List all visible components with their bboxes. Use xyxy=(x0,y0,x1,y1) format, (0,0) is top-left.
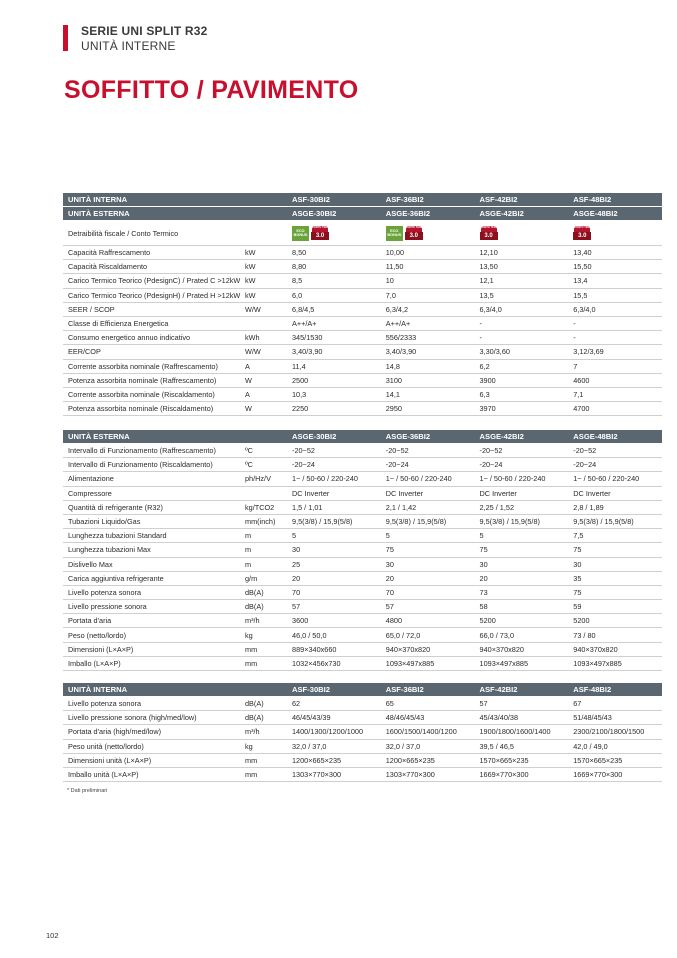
row-label: Capacità Raffrescamento xyxy=(63,246,243,260)
table-row xyxy=(63,359,662,373)
table-row xyxy=(63,260,662,274)
value-cell: 8,80 xyxy=(287,260,381,274)
row-label: Livello pressione sonora xyxy=(63,600,243,614)
row-unit: dB(A) xyxy=(243,697,287,711)
value-cell: 3100 xyxy=(381,373,475,387)
value-cell: 65,0 / 72,0 xyxy=(381,628,475,642)
model-cell: ASF-42BI2 xyxy=(475,683,569,697)
value-cell: 20 xyxy=(287,571,381,585)
series-subtitle: UNITÀ INTERNE xyxy=(81,39,176,53)
value-cell: DC Inverter xyxy=(568,486,662,500)
row-label: Capacità Riscaldamento xyxy=(63,260,243,274)
value-cell: 66,0 / 73,0 xyxy=(475,628,569,642)
row-label: Intervallo di Funzionamento (Raffrescamento) xyxy=(63,444,243,458)
badge-cell xyxy=(287,221,381,246)
value-cell: 6,3/4,0 xyxy=(568,302,662,316)
value-cell: 20 xyxy=(381,571,475,585)
value-cell: 8,50 xyxy=(287,246,381,260)
row-label: Lunghezza tubazioni Max xyxy=(63,543,243,557)
value-cell: 15,5 xyxy=(568,288,662,302)
table-row xyxy=(63,753,662,767)
value-cell: 20 xyxy=(475,571,569,585)
row-label: Portata d'aria (high/med/low) xyxy=(63,725,243,739)
header-label: UNITÀ INTERNA xyxy=(63,683,287,697)
value-cell: 10 xyxy=(381,274,475,288)
conto-termico-badge xyxy=(405,225,428,241)
row-label: Imballo (L×A×P) xyxy=(63,656,243,670)
value-cell: 1093×497x885 xyxy=(568,656,662,670)
value-cell: 1600/1500/1400/1200 xyxy=(381,725,475,739)
eco-badge-text: BONUS xyxy=(293,233,308,237)
model-cell: ASGE-36BI2 xyxy=(381,430,475,444)
value-cell: 5200 xyxy=(568,614,662,628)
model-cell: ASF-42BI2 xyxy=(475,193,569,207)
model-cell: ASF-36BI2 xyxy=(381,193,475,207)
value-cell: 14,8 xyxy=(381,359,475,373)
value-cell: 30 xyxy=(568,557,662,571)
table-row xyxy=(63,302,662,316)
table-row xyxy=(63,472,662,486)
value-cell: 48/46/45/43 xyxy=(381,711,475,725)
value-cell: -20~24 xyxy=(287,458,381,472)
table-row xyxy=(63,373,662,387)
table-row xyxy=(63,387,662,401)
badge-cell xyxy=(381,221,475,246)
value-cell: 3,40/3,90 xyxy=(287,345,381,359)
conto-badge-version: 3.0 xyxy=(573,232,591,240)
value-cell: DC Inverter xyxy=(287,486,381,500)
conto-badge-text: CONTO TERMICO xyxy=(406,226,422,232)
value-cell: 13,50 xyxy=(475,260,569,274)
conto-termico-badge xyxy=(480,225,503,241)
row-label: Dimensioni unità (L×A×P) xyxy=(63,753,243,767)
table2-body xyxy=(63,444,662,671)
spec-table-indoor xyxy=(63,683,662,782)
row-unit: m xyxy=(243,557,287,571)
table-row xyxy=(63,600,662,614)
value-cell: 940×370x820 xyxy=(381,642,475,656)
table-header-row xyxy=(63,430,662,444)
spec-table-outdoor xyxy=(63,430,662,671)
row-label: Livello pressione sonora (high/med/low) xyxy=(63,711,243,725)
value-cell: 30 xyxy=(381,557,475,571)
table-row xyxy=(63,656,662,670)
value-cell: 3970 xyxy=(475,402,569,416)
row-unit: kg xyxy=(243,739,287,753)
value-cell: 1~ / 50-60 / 220-240 xyxy=(287,472,381,486)
row-label: Intervallo di Funzionamento (Riscaldamento) xyxy=(63,458,243,472)
model-cell: ASF-48BI2 xyxy=(568,683,662,697)
table-row xyxy=(63,628,662,642)
value-cell: 13,40 xyxy=(568,246,662,260)
value-cell: 1669×770×300 xyxy=(568,767,662,781)
value-cell: 3600 xyxy=(287,614,381,628)
value-cell: 75 xyxy=(381,543,475,557)
value-cell: 45/43/40/38 xyxy=(475,711,569,725)
value-cell: 5 xyxy=(475,529,569,543)
value-cell: 6,3/4,0 xyxy=(475,302,569,316)
row-label: Peso (netto/lordo) xyxy=(63,628,243,642)
table-row xyxy=(63,725,662,739)
value-cell: 15,50 xyxy=(568,260,662,274)
row-unit: dB(A) xyxy=(243,711,287,725)
value-cell: 940×370x820 xyxy=(475,642,569,656)
row-unit xyxy=(243,486,287,500)
table-row xyxy=(63,246,662,260)
table-row xyxy=(63,585,662,599)
eco-bonus-badge xyxy=(386,226,403,241)
row-label: Dimensioni (L×A×P) xyxy=(63,642,243,656)
row-unit: kWh xyxy=(243,331,287,345)
row-label: Potenza assorbita nominale (Raffrescamento) xyxy=(63,373,243,387)
row-label: Portata d'aria xyxy=(63,614,243,628)
value-cell: 5 xyxy=(381,529,475,543)
row-label: Peso unità (netto/lordo) xyxy=(63,739,243,753)
value-cell: 2300/2100/1800/1500 xyxy=(568,725,662,739)
value-cell: 556/2333 xyxy=(381,331,475,345)
value-cell: 1570×665×235 xyxy=(568,753,662,767)
row-unit: m³/h xyxy=(243,614,287,628)
row-label: Imballo unità (L×A×P) xyxy=(63,767,243,781)
value-cell: 11,50 xyxy=(381,260,475,274)
value-cell: 59 xyxy=(568,600,662,614)
value-cell: 6,8/4,5 xyxy=(287,302,381,316)
value-cell: 57 xyxy=(475,697,569,711)
value-cell: -20~24 xyxy=(381,458,475,472)
table-row xyxy=(63,642,662,656)
row-label: Carico Termico Teorico (PdesignC) / Prated C >12kW xyxy=(63,274,243,288)
value-cell: 32,0 / 37,0 xyxy=(381,739,475,753)
page-title: SOFFITTO / PAVIMENTO xyxy=(64,76,359,104)
value-cell: 3900 xyxy=(475,373,569,387)
table-row xyxy=(63,571,662,585)
conto-termico-badge xyxy=(311,225,334,241)
value-cell: 2,25 / 1,52 xyxy=(475,500,569,514)
value-cell: -20~52 xyxy=(381,444,475,458)
row-unit: g/m xyxy=(243,571,287,585)
value-cell: 57 xyxy=(287,600,381,614)
value-cell: 62 xyxy=(287,697,381,711)
row-unit: kW xyxy=(243,288,287,302)
row-unit xyxy=(243,316,287,330)
value-cell: 12,10 xyxy=(475,246,569,260)
row-unit: W/W xyxy=(243,302,287,316)
row-unit: A xyxy=(243,387,287,401)
row-label: SEER / SCOP xyxy=(63,302,243,316)
row-unit: W/W xyxy=(243,345,287,359)
row-unit: kW xyxy=(243,246,287,260)
eco-badge-text: BONUS xyxy=(387,233,402,237)
value-cell: 1~ / 50-60 / 220-240 xyxy=(381,472,475,486)
conto-badge-text: CONTO TERMICO xyxy=(481,226,497,232)
spec-table-main xyxy=(63,193,662,416)
row-unit: mm(inch) xyxy=(243,514,287,528)
table-row xyxy=(63,557,662,571)
table-row xyxy=(63,767,662,781)
row-label: Corrente assorbita nominale (Raffrescamento) xyxy=(63,359,243,373)
value-cell: -20~52 xyxy=(287,444,381,458)
series-title: SERIE UNI SPLIT R32 xyxy=(81,24,208,38)
model-cell: ASF-48BI2 xyxy=(568,193,662,207)
row-label: Quantità di refrigerante (R32) xyxy=(63,500,243,514)
value-cell: 10,3 xyxy=(287,387,381,401)
badge-cell xyxy=(568,221,662,246)
table-row xyxy=(63,288,662,302)
model-cell: ASF-30BI2 xyxy=(287,193,381,207)
model-cell: ASF-30BI2 xyxy=(287,683,381,697)
value-cell: 1400/1300/1200/1000 xyxy=(287,725,381,739)
table-row xyxy=(63,402,662,416)
value-cell: -20~24 xyxy=(475,458,569,472)
row-unit: m³/h xyxy=(243,725,287,739)
value-cell: 1~ / 50-60 / 220-240 xyxy=(475,472,569,486)
row-unit: kW xyxy=(243,260,287,274)
table-row xyxy=(63,345,662,359)
model-cell: ASGE-36BI2 xyxy=(381,207,475,221)
value-cell: 57 xyxy=(381,600,475,614)
row-unit: dB(A) xyxy=(243,600,287,614)
table3-body xyxy=(63,697,662,782)
value-cell: 73 / 80 xyxy=(568,628,662,642)
row-label: Livello potenza sonora xyxy=(63,585,243,599)
row-unit: W xyxy=(243,373,287,387)
value-cell: 1570×665×235 xyxy=(475,753,569,767)
value-cell: 12,1 xyxy=(475,274,569,288)
value-cell: A++/A+ xyxy=(287,316,381,330)
value-cell: 2250 xyxy=(287,402,381,416)
value-cell: - xyxy=(475,316,569,330)
value-cell: 75 xyxy=(475,543,569,557)
table1-body xyxy=(63,246,662,416)
value-cell: 42,0 / 49,0 xyxy=(568,739,662,753)
value-cell: - xyxy=(568,316,662,330)
value-cell: 5200 xyxy=(475,614,569,628)
footnote: * Dati preliminari xyxy=(67,788,108,794)
value-cell: 73 xyxy=(475,585,569,599)
header-label: UNITÀ INTERNA xyxy=(63,193,287,207)
value-cell: 6,2 xyxy=(475,359,569,373)
value-cell: 30 xyxy=(475,557,569,571)
conto-badge-text: CONTO TERMICO xyxy=(312,226,328,232)
value-cell: 1669×770×300 xyxy=(475,767,569,781)
conto-badge-version: 3.0 xyxy=(311,232,329,240)
value-cell: 35 xyxy=(568,571,662,585)
value-cell: 70 xyxy=(381,585,475,599)
value-cell: 3,12/3,69 xyxy=(568,345,662,359)
row-label: EER/COP xyxy=(63,345,243,359)
value-cell: 6,3 xyxy=(475,387,569,401)
value-cell: 1303×770×300 xyxy=(381,767,475,781)
table-row xyxy=(63,316,662,330)
row-unit: A xyxy=(243,359,287,373)
value-cell: 65 xyxy=(381,697,475,711)
value-cell: 10,00 xyxy=(381,246,475,260)
row-unit: kg xyxy=(243,628,287,642)
value-cell: 1,5 / 1,01 xyxy=(287,500,381,514)
value-cell: 2,1 / 1,42 xyxy=(381,500,475,514)
value-cell: -20~24 xyxy=(568,458,662,472)
value-cell: 5 xyxy=(287,529,381,543)
value-cell: 75 xyxy=(568,585,662,599)
eco-badge-text: ECO xyxy=(296,228,305,233)
table-header-row xyxy=(63,207,662,221)
row-label: Consumo energetico annuo indicativo xyxy=(63,331,243,345)
value-cell: - xyxy=(475,331,569,345)
value-cell: 9,5(3/8) / 15,9(5/8) xyxy=(475,514,569,528)
row-label: Tubazioni Liquido/Gas xyxy=(63,514,243,528)
value-cell: DC Inverter xyxy=(381,486,475,500)
value-cell: A++/A+ xyxy=(381,316,475,330)
value-cell: 7,0 xyxy=(381,288,475,302)
header-accent-bar xyxy=(63,25,68,51)
row-unit: ºC xyxy=(243,444,287,458)
table-row xyxy=(63,711,662,725)
value-cell: 9,5(3/8) / 15,9(5/8) xyxy=(568,514,662,528)
value-cell: 75 xyxy=(568,543,662,557)
eco-badge-text: ECO xyxy=(390,228,399,233)
value-cell: 345/1530 xyxy=(287,331,381,345)
table-row xyxy=(63,444,662,458)
row-unit: W xyxy=(243,402,287,416)
value-cell: -20~52 xyxy=(568,444,662,458)
value-cell: 1303×770×300 xyxy=(287,767,381,781)
value-cell: 2,8 / 1,89 xyxy=(568,500,662,514)
conto-badge-version: 3.0 xyxy=(405,232,423,240)
header-label: UNITÀ ESTERNA xyxy=(63,430,287,444)
badge-cell xyxy=(475,221,569,246)
row-label: Classe di Efficienza Energetica xyxy=(63,316,243,330)
value-cell: 1200×665×235 xyxy=(381,753,475,767)
model-cell: ASGE-42BI2 xyxy=(475,207,569,221)
table-header-row xyxy=(63,193,662,207)
table-row xyxy=(63,486,662,500)
value-cell: 51/48/45/43 xyxy=(568,711,662,725)
row-label: Potenza assorbita nominale (Riscaldamento) xyxy=(63,402,243,416)
row-unit: m xyxy=(243,543,287,557)
value-cell: 9,5(3/8) / 15,9(5/8) xyxy=(287,514,381,528)
detraibilita-row xyxy=(63,221,662,246)
row-label: Carico Termico Teorico (PdesignH) / Prated H >12kW xyxy=(63,288,243,302)
model-cell: ASGE-42BI2 xyxy=(475,430,569,444)
row-label: Dislivello Max xyxy=(63,557,243,571)
row-label: Alimentazione xyxy=(63,472,243,486)
value-cell: 2950 xyxy=(381,402,475,416)
value-cell: 30 xyxy=(287,543,381,557)
value-cell: 3,30/3,60 xyxy=(475,345,569,359)
table-row xyxy=(63,514,662,528)
row-unit: mm xyxy=(243,767,287,781)
row-label: Livello potenza sonora xyxy=(63,697,243,711)
model-cell: ASF-36BI2 xyxy=(381,683,475,697)
value-cell: 6,3/4,2 xyxy=(381,302,475,316)
value-cell: 13,5 xyxy=(475,288,569,302)
row-unit: mm xyxy=(243,642,287,656)
value-cell: 7,1 xyxy=(568,387,662,401)
table-row xyxy=(63,739,662,753)
value-cell: 70 xyxy=(287,585,381,599)
table-row xyxy=(63,697,662,711)
value-cell: - xyxy=(568,331,662,345)
value-cell: 1200×665×235 xyxy=(287,753,381,767)
row-unit: dB(A) xyxy=(243,585,287,599)
value-cell: 1093×497x885 xyxy=(475,656,569,670)
table-row xyxy=(63,458,662,472)
row-unit: mm xyxy=(243,753,287,767)
row-label: Compressore xyxy=(63,486,243,500)
value-cell: 4800 xyxy=(381,614,475,628)
header-label: UNITÀ ESTERNA xyxy=(63,207,287,221)
value-cell: 4700 xyxy=(568,402,662,416)
value-cell: 940×370x820 xyxy=(568,642,662,656)
model-cell: ASGE-30BI2 xyxy=(287,430,381,444)
value-cell: 39,5 / 46,5 xyxy=(475,739,569,753)
value-cell: 46,0 / 50,0 xyxy=(287,628,381,642)
eco-bonus-badge xyxy=(292,226,309,241)
row-label: Corrente assorbita nominale (Riscaldamento) xyxy=(63,387,243,401)
row-unit: kW xyxy=(243,274,287,288)
value-cell: 9,5(3/8) / 15,9(5/8) xyxy=(381,514,475,528)
conto-badge-text: CONTO TERMICO xyxy=(574,226,590,232)
value-cell: 7 xyxy=(568,359,662,373)
table-row xyxy=(63,614,662,628)
table-row xyxy=(63,274,662,288)
value-cell: 3,40/3,90 xyxy=(381,345,475,359)
value-cell: 14,1 xyxy=(381,387,475,401)
row-unit: kg/TCO2 xyxy=(243,500,287,514)
row-unit: ph/Hz/V xyxy=(243,472,287,486)
row-unit: m xyxy=(243,529,287,543)
value-cell: 4600 xyxy=(568,373,662,387)
conto-badge-version: 3.0 xyxy=(480,232,498,240)
table-row xyxy=(63,331,662,345)
row-label: Detraibilità fiscale / Conto Termico xyxy=(63,221,287,246)
value-cell: 25 xyxy=(287,557,381,571)
row-unit: ºC xyxy=(243,458,287,472)
value-cell: 2500 xyxy=(287,373,381,387)
table-row xyxy=(63,529,662,543)
value-cell: DC Inverter xyxy=(475,486,569,500)
table-header-row xyxy=(63,683,662,697)
value-cell: 1900/1800/1600/1400 xyxy=(475,725,569,739)
table-row xyxy=(63,543,662,557)
model-cell: ASGE-48BI2 xyxy=(568,430,662,444)
model-cell: ASGE-48BI2 xyxy=(568,207,662,221)
conto-termico-badge xyxy=(573,225,597,241)
row-label: Lunghezza tubazioni Standard xyxy=(63,529,243,543)
value-cell: 46/45/43/39 xyxy=(287,711,381,725)
row-unit: mm xyxy=(243,656,287,670)
value-cell: 889×340x660 xyxy=(287,642,381,656)
value-cell: 8,5 xyxy=(287,274,381,288)
page-number: 102 xyxy=(46,931,59,940)
value-cell: 1093×497x885 xyxy=(381,656,475,670)
table-row xyxy=(63,500,662,514)
value-cell: 1032×456x730 xyxy=(287,656,381,670)
row-label: Carica aggiuntiva refrigerante xyxy=(63,571,243,585)
value-cell: 11,4 xyxy=(287,359,381,373)
value-cell: 67 xyxy=(568,697,662,711)
value-cell: 7,5 xyxy=(568,529,662,543)
value-cell: 32,0 / 37,0 xyxy=(287,739,381,753)
value-cell: 13,4 xyxy=(568,274,662,288)
value-cell: 6,0 xyxy=(287,288,381,302)
value-cell: -20~52 xyxy=(475,444,569,458)
value-cell: 1~ / 50-60 / 220-240 xyxy=(568,472,662,486)
value-cell: 58 xyxy=(475,600,569,614)
model-cell: ASGE-30BI2 xyxy=(287,207,381,221)
